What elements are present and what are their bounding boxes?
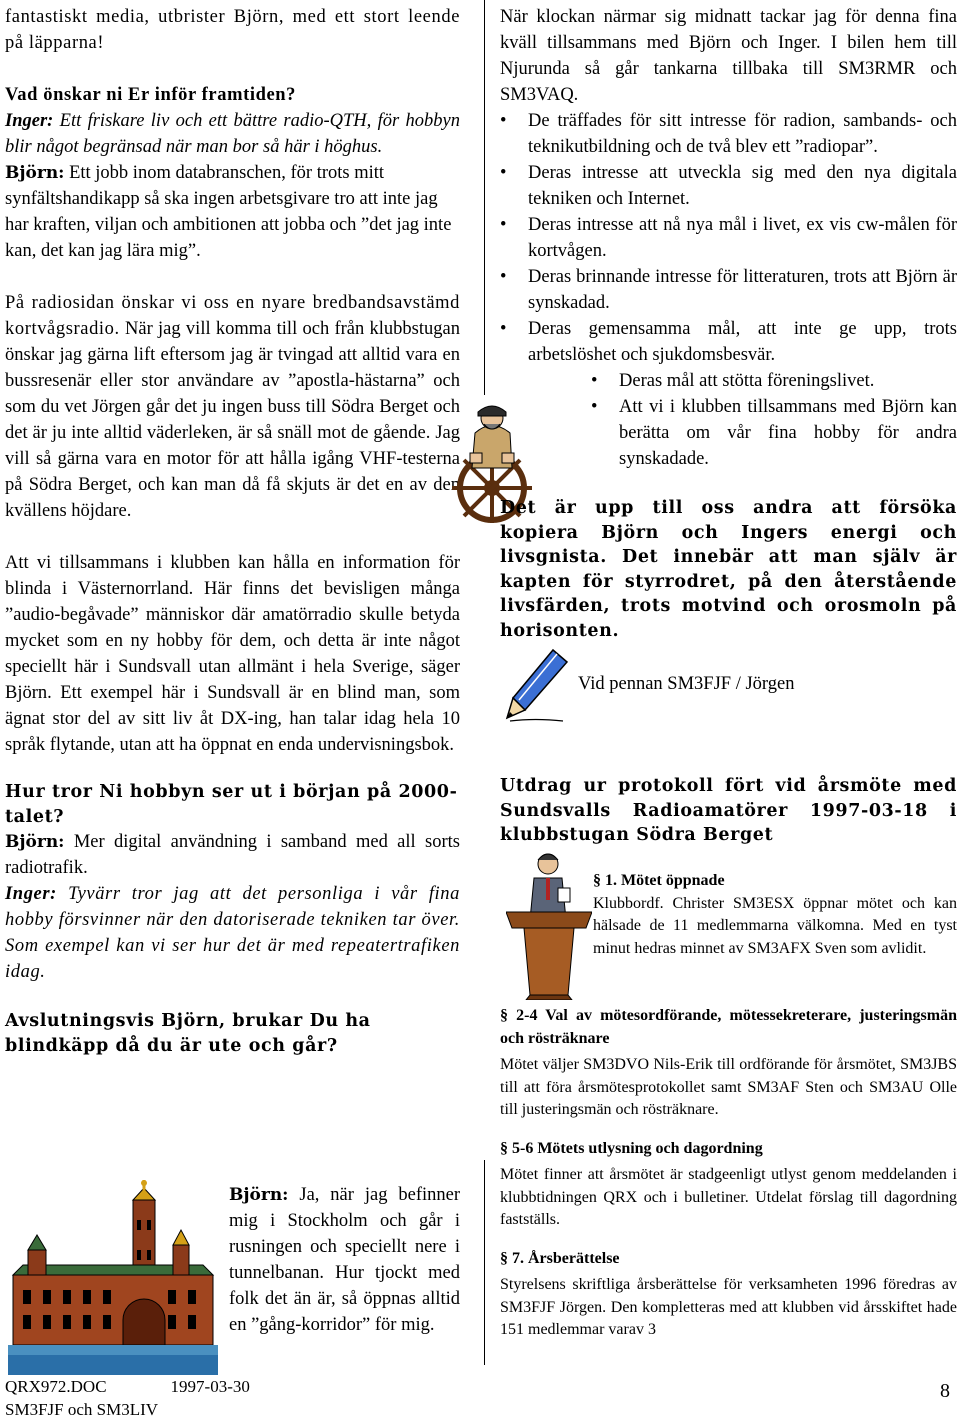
closing-statement: Det är upp till oss andra att försöka kopiera Björn och Ingers energi och livsgnista. Det innebär att man själv är kapten för styrrodret, på den återstående livsfärden, trots motvind och orosmoln på horisonten. <box>500 498 957 641</box>
bjorn-answer-2000 <box>5 829 460 881</box>
section-sign: § <box>500 1139 508 1157</box>
inger-answer-future <box>5 108 460 160</box>
list-item: • Att vi i klubben tillsammans med Björn kan berätta om vår fina hobby för andra synskadade. <box>591 394 957 472</box>
column-divider <box>484 1160 485 1365</box>
lift-wish-text: När jag vill komma till och från klubbstugan önskar jag gärna lift eftersom jag är tvingad att alltid vara en bussresenär eller stor användare av ”apostla-hästarna” och som du vet Jörgen går det ju ingen buss till Södra Berget och det är ju inte alltid väderleken, är så snäll mot de gående. Jag vill så gärna vara en motor för att hålla igång VHF-testerna på Södra Berget, och kan man då få skjuts är det en av den kvällens höjdare. <box>5 319 460 521</box>
bullet-list-indented <box>591 368 957 472</box>
paragraph-blind-info: Att vi tillsammans i klubben kan hålla en information för blinda i Västernorrland. Här finns det bevisligen många ”audio-begåvade” människor där amatörradio skulle betyda mycket som en ny hobby för dem, och detta är inte något speciellt här i Sundsvall utan allmänt i hela Sverige, säger Björn. Ett exempel här i Sundsvall är en blind man, som ägnat stor del av sitt liv åt DX-ing, han talar idag hela 10 språk flytande, utan att ha öppnat en enda undervisningsbok. <box>5 553 460 755</box>
podium-speaker-illustration <box>506 850 592 1000</box>
bullet-list <box>500 108 957 368</box>
section-body: Klubbordf. Christer SM3ESX öppnar mötet och kan hälsade de 11 medlemmarna välkomna. Med en tyst minut hedras minnet av SM3AFX Sven som avlidit. <box>593 894 957 957</box>
paragraph-intro: fantastiskt media, utbrister Björn, med ett stort leende på läpparna! <box>5 7 460 53</box>
section-body: Mötet väljer SM3DVO Nils-Erik till ordförande för årsmötet, SM3JBS till att föra årsmötesprotokollet samt SM3AF Sten och SM3AU Olle till justeringsmän och rösträknare. <box>500 1056 957 1118</box>
section-title-text: 7. Årsberättelse <box>512 1249 620 1267</box>
list-item: • Deras intresse att utveckla sig med den nya digitala tekniken och Internet. <box>500 160 957 212</box>
section-title <box>500 1138 957 1161</box>
answer-text: Ja, när jag befinner mig i Stockholm och går i rusningen och speciellt nere i tunnelbanan. Hur tjockt med folk det än är, så öppnas alltid en ”gång-korridor” för mig. <box>229 1185 460 1335</box>
list-item: • De träffades för sitt intresse för radion, sambands- och teknikutbildning och de två blev ett ”radiopar”. <box>500 108 957 160</box>
speaker-label: Björn: <box>5 163 65 183</box>
bjorn-answer-cane <box>229 1182 460 1338</box>
paragraph-radio-wish <box>5 290 460 524</box>
list-item: • Deras brinnande intresse för litteraturen, trots att Björn är synskadad. <box>500 264 957 316</box>
speaker-label: Inger: <box>5 884 57 904</box>
left-column <box>5 0 460 1058</box>
footer-file: QRX972.DOC <box>5 1377 107 1396</box>
section-sign: § <box>500 1007 508 1024</box>
city-hall-illustration <box>8 1180 218 1375</box>
section-body: Styrelsens skriftliga årsberättelse för verksamheten 1996 föredras av SM3FJF Jörgen. Den kompletteras med att klubben vid årsskiftet hade 151 medlemmar varav 3 <box>500 1276 957 1338</box>
list-item: • Deras gemensamma mål, att inte ge upp, trots arbetslöshet och sjukdomsbesvär. <box>500 316 957 368</box>
section-title <box>593 870 957 893</box>
section-title-text: 5-6 Mötets utlysning och dagordning <box>512 1139 763 1157</box>
answer-text: Ett jobb inom databranschen, för trots mitt synfältshandikapp så ska ingen arbetsgivare tro att inte jag har kraften, viljan och ambitionen att jobba och ”det jag inte kan, det kan jag lära mig”. <box>5 163 452 261</box>
section-sign: § <box>593 872 601 889</box>
question-future: Vad önskar ni Er inför framtiden? <box>5 85 297 105</box>
footer-authors: SM3FJF och SM3LIV <box>5 1400 159 1419</box>
signature: Vid pennan SM3FJF / Jörgen <box>578 674 795 694</box>
speaker-label: Björn: <box>229 1185 289 1205</box>
question-cane: Avslutningsvis Björn, brukar Du ha blindkäpp då du är ute och går? <box>5 1011 371 1056</box>
speaker-label: Björn: <box>5 832 65 852</box>
section-title-text: 2-4 Val av mötesordförande, mötessekreterare, justeringsmän och rösträknare <box>500 1007 958 1047</box>
section-title <box>500 1248 957 1271</box>
answer-text: Mer digital användning i samband med all sorts radiotrafik. <box>5 832 460 878</box>
section-2-4 <box>500 1005 957 1342</box>
inger-answer-2000 <box>5 881 460 985</box>
section-sign: § <box>500 1249 508 1267</box>
footer-date: 1997-03-30 <box>170 1377 250 1396</box>
footer <box>5 1375 250 1421</box>
radio-wish-text: På radiosidan önskar vi oss en nyare bredbandsavstämd kortvågsradio. <box>5 293 460 339</box>
section-title <box>500 1005 957 1050</box>
column-divider <box>484 0 485 395</box>
section-title-text: 1. Mötet öppnade <box>605 872 725 889</box>
right-column <box>500 0 957 643</box>
answer-text: Tyvärr tror jag att det personliga i vår fina hobby försvinner när den datoriserade tekniken tar över. Som exempel kan vi ser hur det är med repeatertrafiken idag. <box>5 884 460 982</box>
answer-text: Ett friskare liv och ett bättre radio-QTH, för hobbyn blir något begränsad när man bor så här i höghus. <box>5 111 460 157</box>
list-item: • Deras intresse att nå nya mål i livet, ex vis cw-målen för kortvågen. <box>500 212 957 264</box>
protocol-section <box>500 774 957 848</box>
section-1 <box>593 870 957 960</box>
footer-line <box>5 1375 250 1398</box>
speaker-label: Inger: <box>5 111 54 131</box>
question-2000: Hur tror Ni hobbyn ser ut i början på 2000-talet? <box>5 782 458 827</box>
pen-icon <box>505 648 570 723</box>
protocol-title: Utdrag ur protokoll fört vid årsmöte med Sundsvalls Radioamatörer 1997-03-18 i klubbstugan Södra Berget <box>500 776 957 845</box>
page-number: 8 <box>940 1380 950 1402</box>
section-body: Mötet finner att årsmötet är stadgeenligt utlyst genom meddelanden i klubbtidningen QRX och i bulletiner. Utdelat förslag till dagordning fastställs. <box>500 1166 957 1228</box>
bjorn-answer-future <box>5 160 460 264</box>
list-item: • Deras mål att stötta föreningslivet. <box>591 368 957 394</box>
paragraph-midnight: När klockan närmar sig midnatt tackar jag för denna fina kväll tillsammans med Björn och Inger. I bilen hem till Njurunda så går tankarna tillbaka till SM3RMR och SM3VAQ. <box>500 7 957 105</box>
